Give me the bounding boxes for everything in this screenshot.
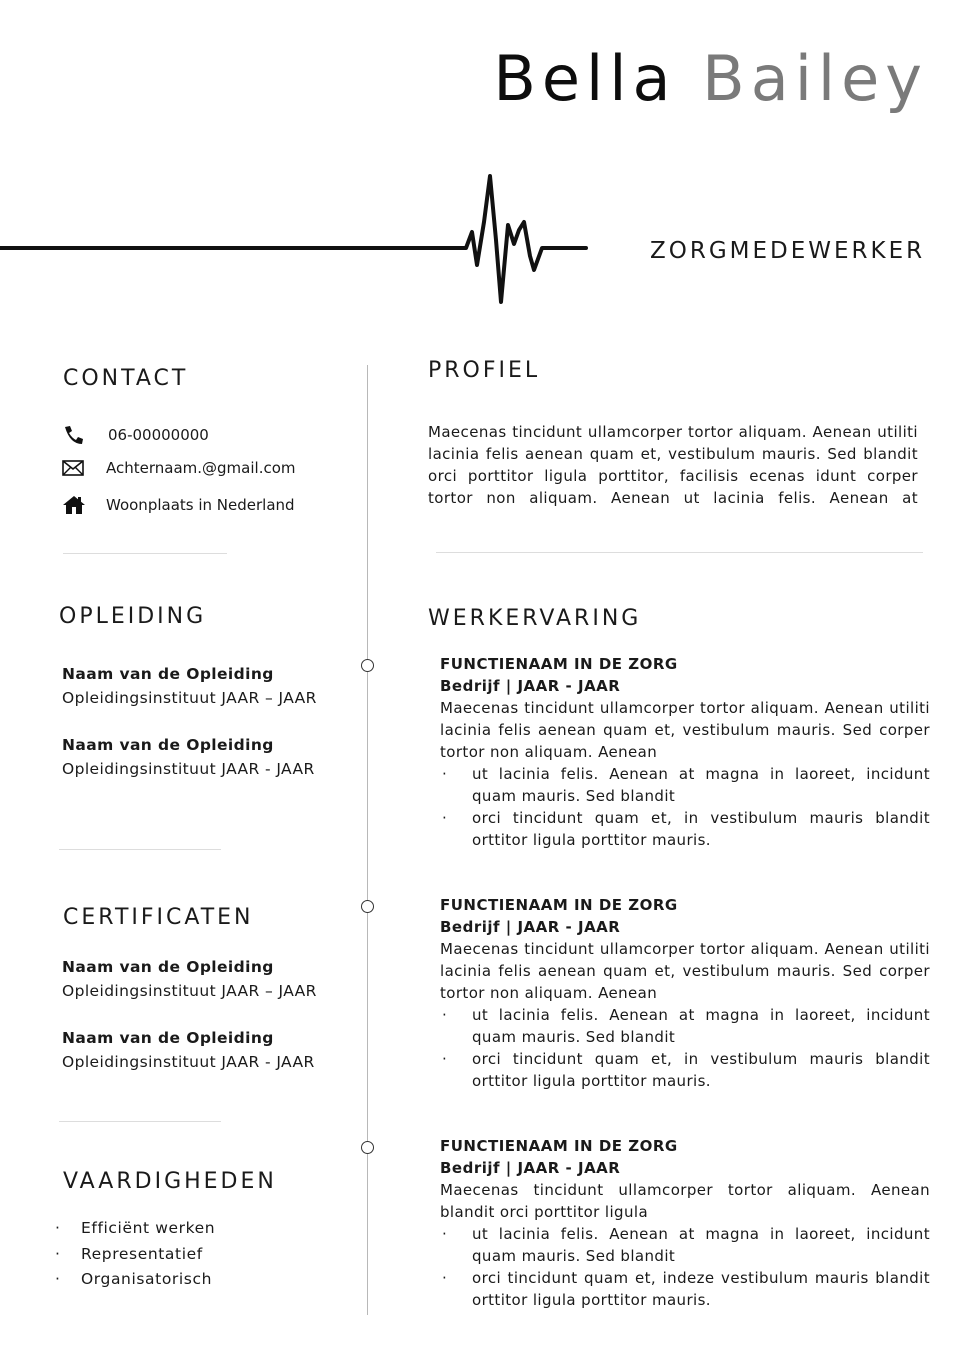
timeline-dot: [361, 1141, 374, 1154]
bullet-text: ut lacinia felis. Aenean at magna in laoreet, incidunt quam mauris. Sed blandit: [472, 1006, 930, 1046]
bullet-text: ut lacinia felis. Aenean at magna in laoreet, incidunt quam mauris. Sed blandit: [472, 765, 930, 805]
job-entry-title: FUNCTIENAAM IN DE ZORG: [440, 896, 678, 914]
candidate-name: [493, 42, 928, 115]
skills-heading: VAARDIGHEDEN: [63, 1169, 277, 1194]
certificate-title: Naam van de Opleiding: [62, 958, 274, 976]
job-entry-company: Bedrijf | JAAR - JAAR: [440, 1159, 621, 1177]
contact-phone: [62, 423, 209, 447]
bullet: ·: [55, 1270, 61, 1288]
job-entry-bullets: [440, 1223, 930, 1311]
bullet: ·: [442, 1006, 448, 1024]
job-entry: [440, 894, 930, 1092]
list-item: [440, 1267, 930, 1311]
job-entry-description: Maecenas tincidunt ullamcorper tortor aliquam. Aenean utiliti lacinia felis aenean quam et, vestibulum mauris. Sed corper tortor non aliquam. Aenean: [440, 940, 930, 1002]
bullet-text: orci tincidunt quam et, in vestibulum mauris blandit orttitor ligula porttitor mauris.: [472, 1050, 930, 1090]
phone-icon: [62, 425, 96, 445]
skill-label: Efficiënt werken: [81, 1219, 216, 1237]
skill-item: [55, 1216, 215, 1242]
first-name: Bella: [493, 42, 677, 115]
location-text: Woonplaats in Nederland: [106, 496, 295, 514]
education-heading: OPLEIDING: [59, 604, 207, 629]
bullet: ·: [55, 1244, 61, 1263]
bullet: ·: [442, 1050, 448, 1068]
education-detail: Opleidingsinstituut JAAR - JAAR: [62, 760, 315, 778]
education-detail: Opleidingsinstituut JAAR – JAAR: [62, 689, 317, 707]
contact-location: [62, 493, 295, 517]
skill-item: [55, 1242, 215, 1268]
job-entry-bullets: [440, 763, 930, 851]
job-entry: [440, 1135, 930, 1311]
certificate-item: [62, 1026, 352, 1074]
section-divider: [59, 1121, 221, 1122]
certificate-title: Naam van de Opleiding: [62, 1029, 274, 1047]
list-item: [440, 1048, 930, 1092]
education-item: [62, 662, 352, 710]
education-title: Naam van de Opleiding: [62, 665, 274, 683]
bullet: ·: [55, 1219, 61, 1237]
bullet-text: ut lacinia felis. Aenean at magna in laoreet, incidunt quam mauris. Sed blandit: [472, 1225, 930, 1265]
list-item: [440, 1004, 930, 1048]
skills-list: [55, 1216, 215, 1293]
section-divider: [59, 849, 221, 850]
job-entry-bullets: [440, 1004, 930, 1092]
bullet: ·: [442, 1269, 448, 1287]
list-item: [440, 1223, 930, 1267]
email-address: Achternaam.@gmail.com: [106, 459, 296, 477]
education-item: [62, 733, 352, 781]
certificates-heading: CERTIFICATEN: [63, 905, 254, 930]
section-divider: [436, 552, 923, 553]
skill-label: Representatief: [81, 1244, 203, 1263]
job-entry-company: Bedrijf | JAAR - JAAR: [440, 918, 621, 936]
timeline-dot: [361, 659, 374, 672]
contact-heading: CONTACT: [63, 366, 189, 391]
timeline-line: [367, 365, 368, 1315]
certificate-detail: Opleidingsinstituut JAAR - JAAR: [62, 1053, 315, 1071]
list-item: [440, 807, 930, 851]
skill-item: [55, 1267, 215, 1293]
job-entry-description: Maecenas tincidunt ullamcorper tortor aliquam. Aenean utiliti lacinia felis aenean quam et, vestibulum mauris. Sed corper tortor non aliquam. Aenean: [440, 699, 930, 761]
job-entry-title: FUNCTIENAAM IN DE ZORG: [440, 1137, 678, 1155]
certificate-detail: Opleidingsinstituut JAAR – JAAR: [62, 982, 317, 1000]
envelope-icon: [62, 460, 96, 476]
contact-email: [62, 456, 296, 480]
heartbeat-line-icon: [0, 170, 600, 310]
bullet: ·: [442, 765, 448, 783]
section-divider: [63, 553, 227, 554]
profile-text: Maecenas tincidunt ullamcorper tortor aliquam. Aenean utiliti lacinia felis aenean quam et, vestibulum mauris. Sed blandit orci porttitor ligula porttitor, facilisis ecenas idunt corper tortor non aliquam. Aenean ut lacinia felis. Aenean at: [428, 423, 918, 507]
job-entry-title: FUNCTIENAAM IN DE ZORG: [440, 655, 678, 673]
certificate-item: [62, 955, 352, 1003]
job-entry: [440, 653, 930, 851]
job-entry-description: Maecenas tincidunt ullamcorper tortor aliquam. Aenean blandit orci porttitor ligula: [440, 1181, 930, 1221]
bullet-text: orci tincidunt quam et, in vestibulum mauris blandit orttitor ligula porttitor mauris.: [472, 809, 930, 849]
job-entry-company: Bedrijf | JAAR - JAAR: [440, 677, 621, 695]
timeline-dot: [361, 900, 374, 913]
bullet: ·: [442, 809, 448, 827]
education-title: Naam van de Opleiding: [62, 736, 274, 754]
home-icon: [62, 495, 96, 515]
bullet: ·: [442, 1225, 448, 1243]
bullet-text: orci tincidunt quam et, indeze vestibulum mauris blandit orttitor ligula porttitor mauris.: [472, 1269, 930, 1309]
experience-heading: WERKERVARING: [428, 606, 642, 631]
last-name: Bailey: [702, 42, 928, 115]
list-item: [440, 763, 930, 807]
job-title: ZORGMEDEWERKER: [650, 238, 926, 264]
phone-number: 06-00000000: [108, 426, 209, 444]
skill-label: Organisatorisch: [81, 1270, 213, 1288]
profile-heading: PROFIEL: [428, 358, 541, 383]
